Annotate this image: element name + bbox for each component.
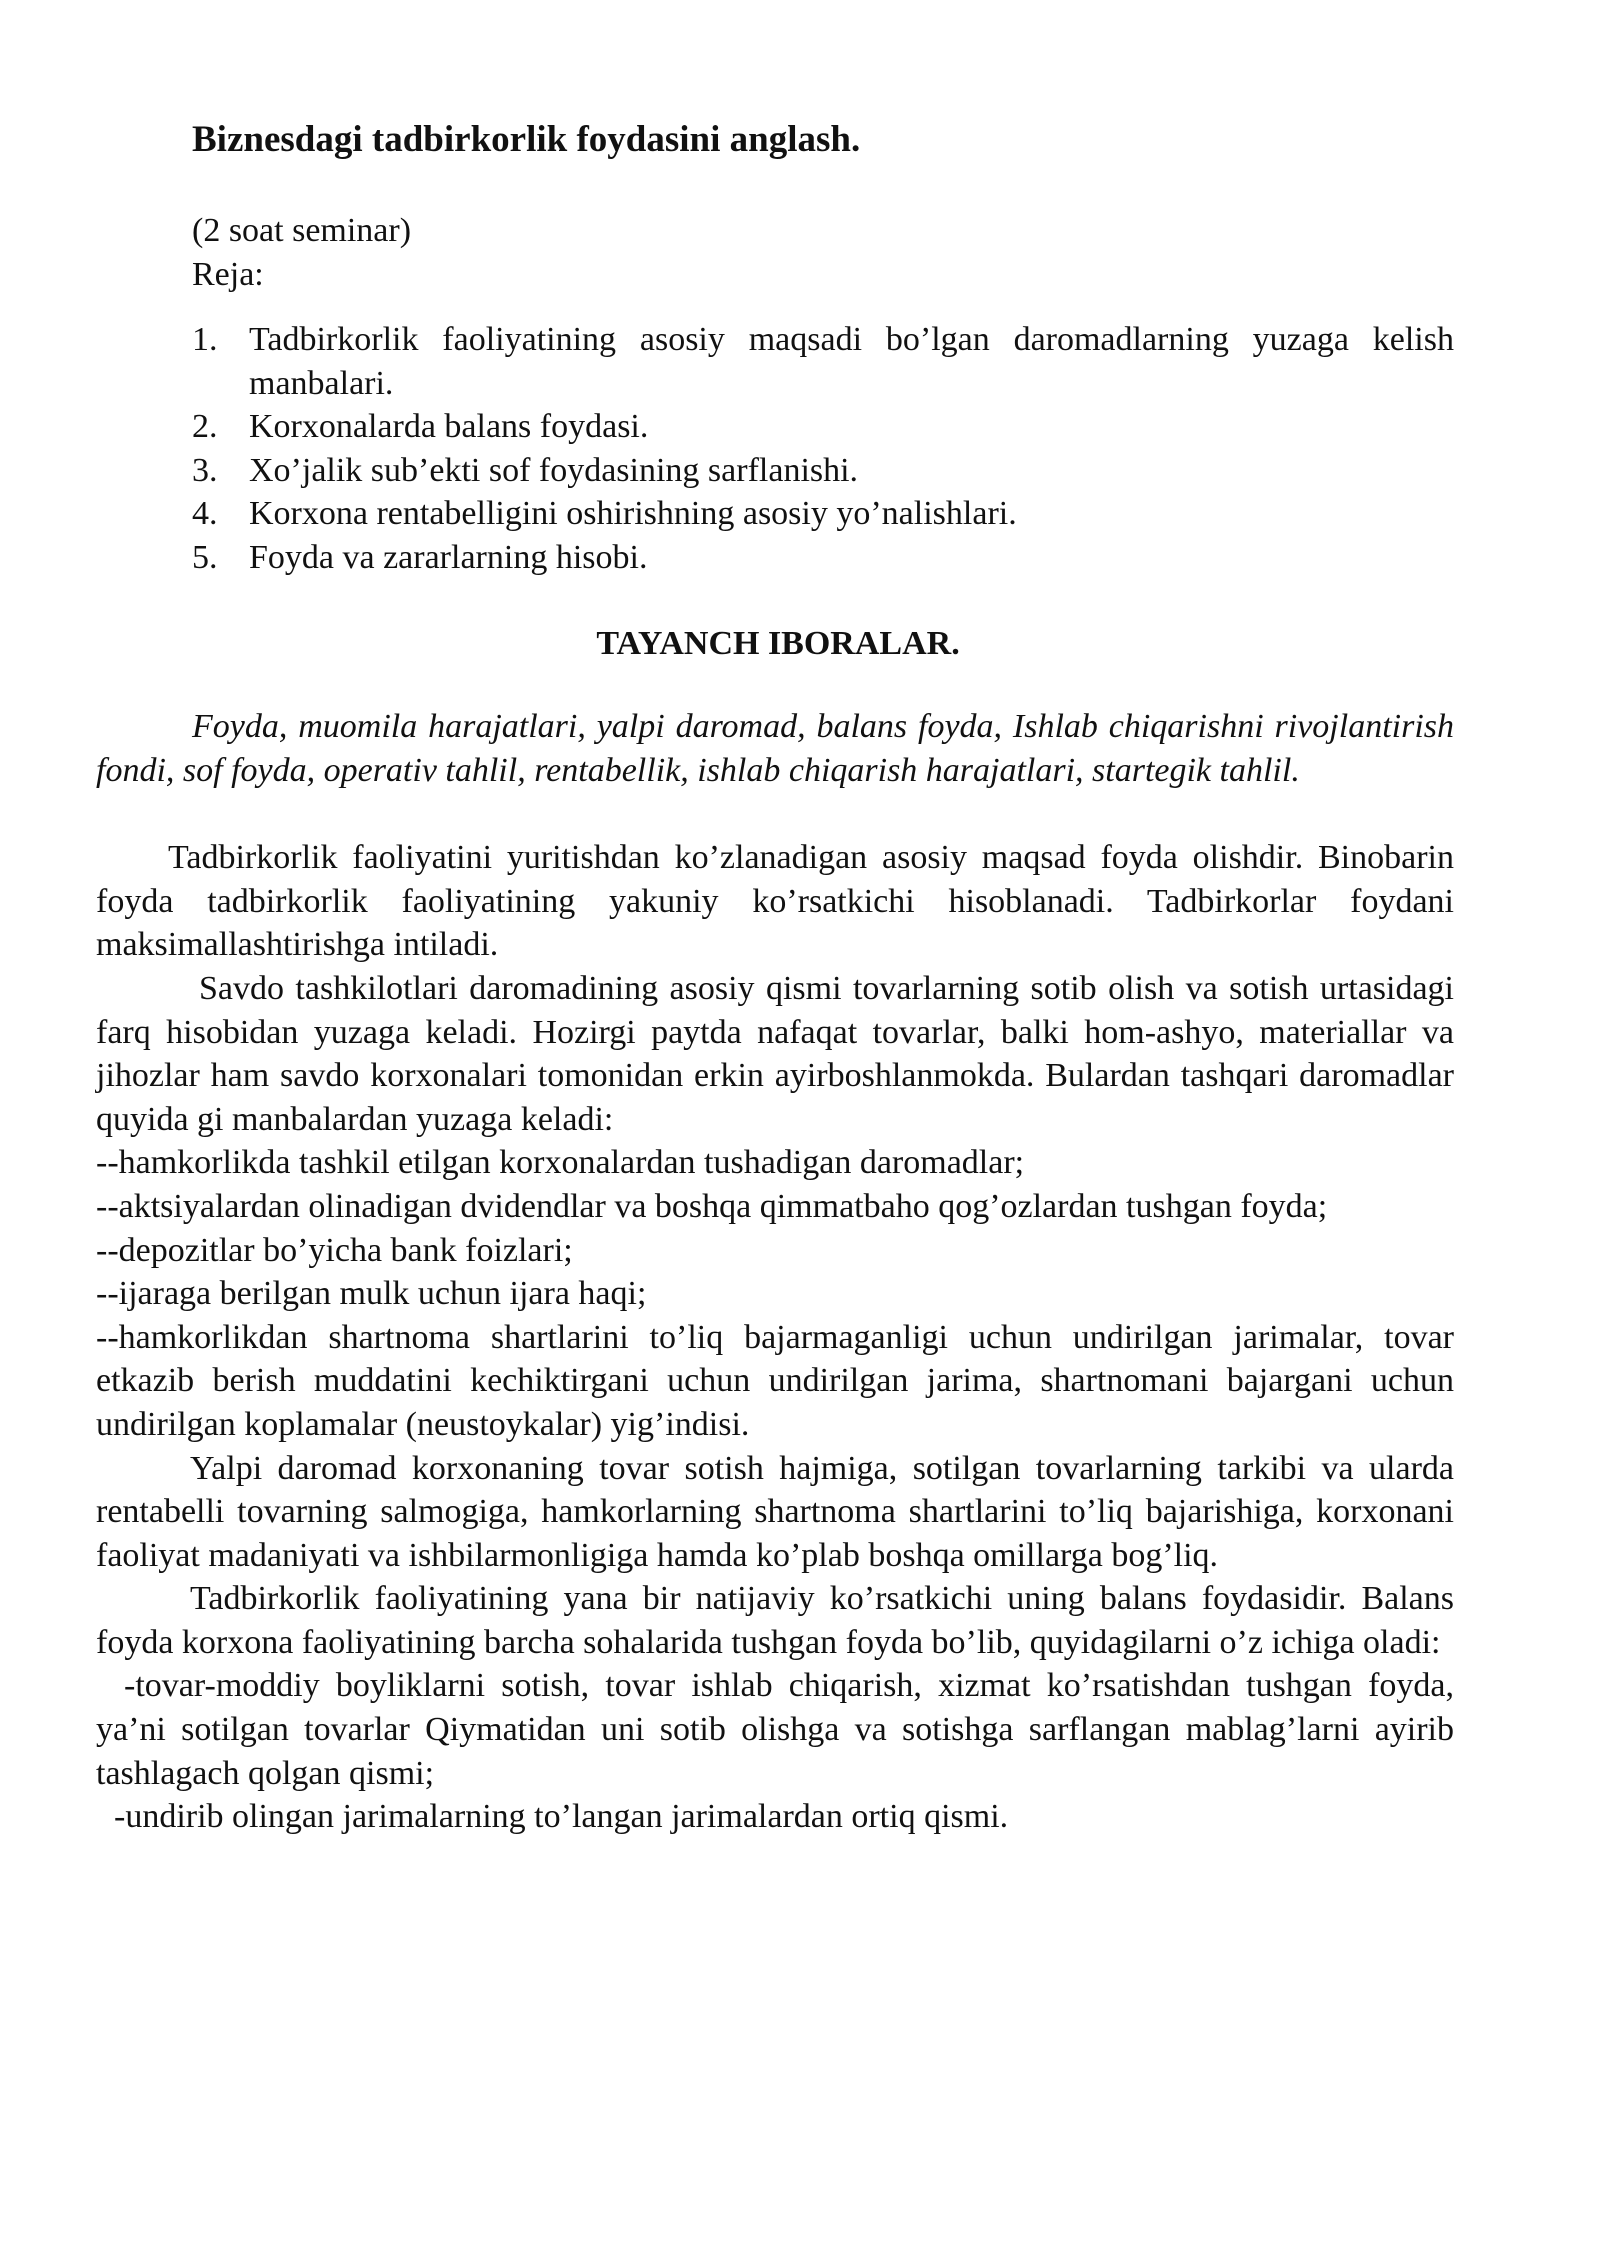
list-line: --hamkorlikda tashkil etilgan korxonalardan tushadigan daromadlar;	[96, 1144, 1025, 1182]
seminar-duration: (2 soat seminar)	[192, 212, 412, 249]
body-paragraph: Yalpi daromad korxonaning tovar sotish hajmiga, sotilgan tovarlarning tarkibi va ularda rentabelli tovarning salmogiga, hamkorlarning shartnoma shartlarini to’liq bajarishiga, korxonani faoliyat madaniyati va ishbilarmonligiga hamda ko’plab boshqa omillarga bog’liq.	[96, 1449, 1454, 1574]
plan-item-number: 1.	[192, 321, 218, 358]
plan-item-number: 5.	[192, 538, 218, 576]
paragraph-gap	[96, 792, 1454, 836]
list-line: --depozitlar bo’yicha bank foizlari;	[96, 1231, 573, 1269]
body-paragraph: Tadbirkorlik faoliyatini yuritishdan ko’zlanadigan asosiy maqsad foyda olishdir. Binobarin foyda tadbirkorlik faoliyatining yakuniy ko’rsatkichi hisoblanadi. Tadbirkorlar foydani maksimallashtirishga intiladi.	[96, 839, 1454, 964]
plan-list	[192, 318, 1454, 579]
list-line: -undirib olingan jarimalarning to’langan jarimalardan ortiq qismi.	[114, 1798, 1009, 1836]
plan-item-number: 2.	[192, 408, 218, 445]
list-line: -tovar-moddiy boyliklarni sotish, tovar ishlab chiqarish, xizmat ko’rsatishdan tushgan foyda, ya’ni sotilgan tovarlar Qiymatidan uni sotib olishga va sotishga sarflangan mablag’larni ayirib tashlagach qolgan qismi;	[96, 1667, 1454, 1792]
list-line: --ijaraga berilgan mulk uchun ijara haqi;	[96, 1275, 647, 1313]
body-paragraph: Savdo tashkilotlari daromadining asosiy qismi tovarlarning sotib olish va sotish urtasidagi farq hisobidan yuzaga keladi. Hozirgi paytda nafaqat tovarlar, balki hom-ashyo, materiallar va jihozlar ham savdo korxonalari tomonidan erkin ayirboshlanmokda. Bulardan tashqari daromadlar quyida gi manbalardan yuzaga keladi:	[96, 969, 1454, 1138]
body-paragraph: Tadbirkorlik faoliyatining yana bir natijaviy ko’rsatkichi uning balans foydasidir. Balans foyda korxona faoliyatining barcha sohalarida tushgan foyda bo’lib, quyidagilarni o’z ichiga oladi:	[96, 1580, 1454, 1661]
list-line: --aktsiyalardan olinadigan dvidendlar va boshqa qimmatbaho qog’ozlardan tushgan foyda;	[96, 1187, 1328, 1225]
plan-item-text: Korxona rentabelligini oshirishning asosiy yo’nalishlari.	[249, 495, 1017, 532]
plan-item-text: Foyda va zararlarning hisobi.	[249, 538, 648, 576]
plan-item-number: 3.	[192, 451, 218, 489]
keywords-paragraph: Foyda, muomila harajatlari, yalpi daromad, balans foyda, Ishlab chiqarishni rivojlantirish fondi, sof foyda, operativ tahlil, rentabellik, ishlab chiqarish harajatlari, startegik tahlil.	[96, 708, 1454, 789]
plan-label: Reja:	[192, 256, 264, 293]
document-body	[96, 705, 1454, 1839]
plan-item	[192, 405, 1454, 449]
plan-item-text: Korxonalarda balans foydasi.	[249, 408, 649, 445]
plan-item-number: 4.	[192, 495, 218, 532]
plan-item	[192, 318, 1454, 405]
document-title: Biznesdagi tadbirkorlik foydasini anglash.	[192, 119, 861, 160]
list-line: --hamkorlikdan shartnoma shartlarini to’liq bajarmaganligi uchun undirilgan jarimalar, tovar etkazib berish muddatini kechiktirgani uchun undirilgan jarima, shartnomani bajargani uchun undirilgan koplamalar (neustoykalar) yig’indisi.	[96, 1318, 1454, 1443]
plan-item-text: Xo’jalik sub’ekti sof foydasining sarflanishi.	[249, 451, 859, 489]
plan-item-text: Tadbirkorlik faoliyatining asosiy maqsadi bo’lgan daromadlarning yuzaga kelish manbalari.	[249, 321, 1454, 402]
keywords-heading: TAYANCH IBORALAR.	[596, 625, 960, 662]
plan-item	[192, 449, 1454, 493]
plan-item	[192, 492, 1454, 536]
plan-item	[192, 536, 1454, 580]
